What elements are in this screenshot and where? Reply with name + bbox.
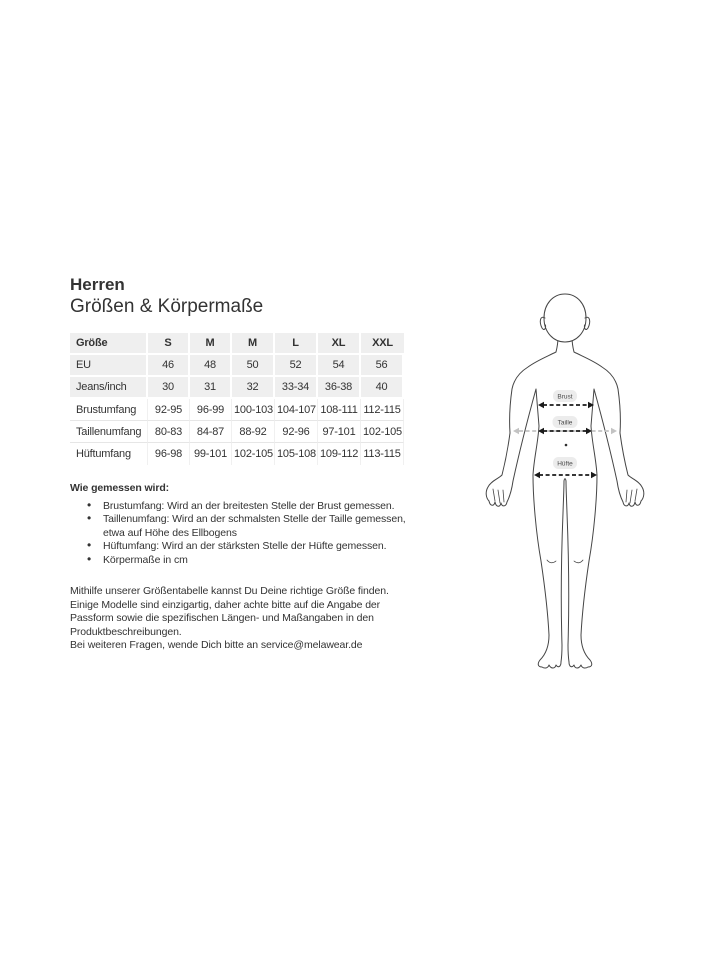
knee-right bbox=[574, 560, 583, 563]
col-header: M bbox=[232, 333, 275, 355]
notes-line: Produktbeschreibungen. bbox=[70, 625, 182, 638]
waist-badge bbox=[553, 416, 578, 428]
cell: 56 bbox=[361, 355, 404, 377]
measurement-info-heading: Wie gemessen wird: bbox=[70, 482, 170, 494]
cell: 104-107 bbox=[275, 399, 318, 421]
notes-line: Bei weiteren Fragen, wende Dich bitte an service@melawear.de bbox=[70, 639, 363, 652]
row-label: Taillenumfang bbox=[70, 421, 148, 443]
bullet-text: etwa auf Höhe des Ellbogens bbox=[103, 526, 237, 539]
size-table-header-row bbox=[70, 333, 404, 355]
col-header: XL bbox=[318, 333, 361, 355]
cell: 50 bbox=[232, 355, 275, 377]
measurement-bullet-list bbox=[70, 500, 465, 568]
notes-line: Passform sowie die spezifischen Längen- und Maßangaben in den bbox=[70, 612, 374, 625]
cell: 113-115 bbox=[361, 443, 404, 465]
cell: 32 bbox=[232, 377, 275, 399]
cell: 92-96 bbox=[275, 421, 318, 443]
col-header: S bbox=[148, 333, 190, 355]
hip-arrow bbox=[534, 472, 597, 479]
fingers-left bbox=[493, 489, 504, 503]
bullet-text: • Hüftumfang: Wird an der stärksten Stelle der Hüfte gemessen. bbox=[103, 540, 387, 552]
row-label: Brustumfang bbox=[70, 399, 148, 421]
page-title: Herren bbox=[70, 275, 125, 294]
cell: 46 bbox=[148, 355, 190, 377]
knee-left bbox=[547, 560, 556, 563]
col-header: L bbox=[275, 333, 318, 355]
cell: 92-95 bbox=[148, 399, 190, 421]
cell: 36-38 bbox=[318, 377, 361, 399]
bullet-text: • Brustumfang: Wird an der breitesten Stelle der Brust gemessen. bbox=[103, 499, 395, 512]
col-header: M bbox=[190, 333, 232, 355]
size-table bbox=[70, 333, 404, 465]
head-outline bbox=[544, 294, 586, 342]
cell: 31 bbox=[190, 377, 232, 399]
hip-badge bbox=[553, 457, 577, 469]
cell: 96-98 bbox=[148, 443, 190, 465]
cell: 54 bbox=[318, 355, 361, 377]
hip-badge-label: Hüfte bbox=[557, 460, 573, 468]
bullet-text: • Körpermaße in cm bbox=[103, 553, 188, 566]
table-row bbox=[70, 355, 404, 377]
cell: 33-34 bbox=[275, 377, 318, 399]
bullet-text: • Taillenumfang: Wird an der schmalsten Stelle der Taille gemessen, bbox=[103, 513, 406, 525]
row-label: Hüftumfang bbox=[70, 443, 148, 465]
measurement-info bbox=[70, 482, 465, 567]
col-header: XXL bbox=[361, 333, 404, 355]
bullet-item bbox=[70, 513, 465, 540]
bullet-item bbox=[70, 500, 465, 514]
cell: 112-115 bbox=[361, 399, 404, 421]
navel-dot bbox=[565, 444, 568, 447]
cell: 99-101 bbox=[190, 443, 232, 465]
page-subtitle: Größen & Körpermaße bbox=[70, 296, 264, 317]
table-row bbox=[70, 399, 404, 421]
cell: 88-92 bbox=[232, 421, 275, 443]
waist-badge-label: Taille bbox=[557, 419, 573, 427]
table-row bbox=[70, 421, 404, 443]
bullet-item bbox=[70, 554, 465, 568]
notes-line: Mithilfe unserer Größentabelle kannst Du Deine richtige Größe finden. bbox=[70, 585, 389, 597]
cell: 109-112 bbox=[318, 443, 361, 465]
chest-badge-label: Brust bbox=[557, 393, 573, 401]
chest-badge bbox=[553, 390, 577, 402]
chest-arrow bbox=[538, 402, 594, 409]
cell: 105-108 bbox=[275, 443, 318, 465]
cell: 100-103 bbox=[232, 399, 275, 421]
table-row bbox=[70, 377, 404, 399]
row-label: Jeans/inch bbox=[70, 377, 148, 399]
body-measurement-figure bbox=[478, 283, 654, 678]
bullet-item bbox=[70, 540, 465, 554]
cell: 30 bbox=[148, 377, 190, 399]
cell: 102-105 bbox=[361, 421, 404, 443]
notes-paragraph bbox=[70, 585, 465, 653]
cell: 80-83 bbox=[148, 421, 190, 443]
row-label: EU bbox=[70, 355, 148, 377]
notes-line: Einige Modelle sind einzigartig, daher achte bitte auf die Angabe der bbox=[70, 598, 381, 611]
cell: 84-87 bbox=[190, 421, 232, 443]
cell: 97-101 bbox=[318, 421, 361, 443]
cell: 96-99 bbox=[190, 399, 232, 421]
col-header: Größe bbox=[70, 333, 148, 355]
cell: 108-111 bbox=[318, 399, 361, 421]
cell: 102-105 bbox=[232, 443, 275, 465]
cell: 40 bbox=[361, 377, 404, 399]
body-outline bbox=[486, 337, 644, 668]
cell: 48 bbox=[190, 355, 232, 377]
fingers-right bbox=[626, 489, 637, 503]
table-row bbox=[70, 443, 404, 465]
cell: 52 bbox=[275, 355, 318, 377]
waist-arrow bbox=[538, 428, 592, 435]
